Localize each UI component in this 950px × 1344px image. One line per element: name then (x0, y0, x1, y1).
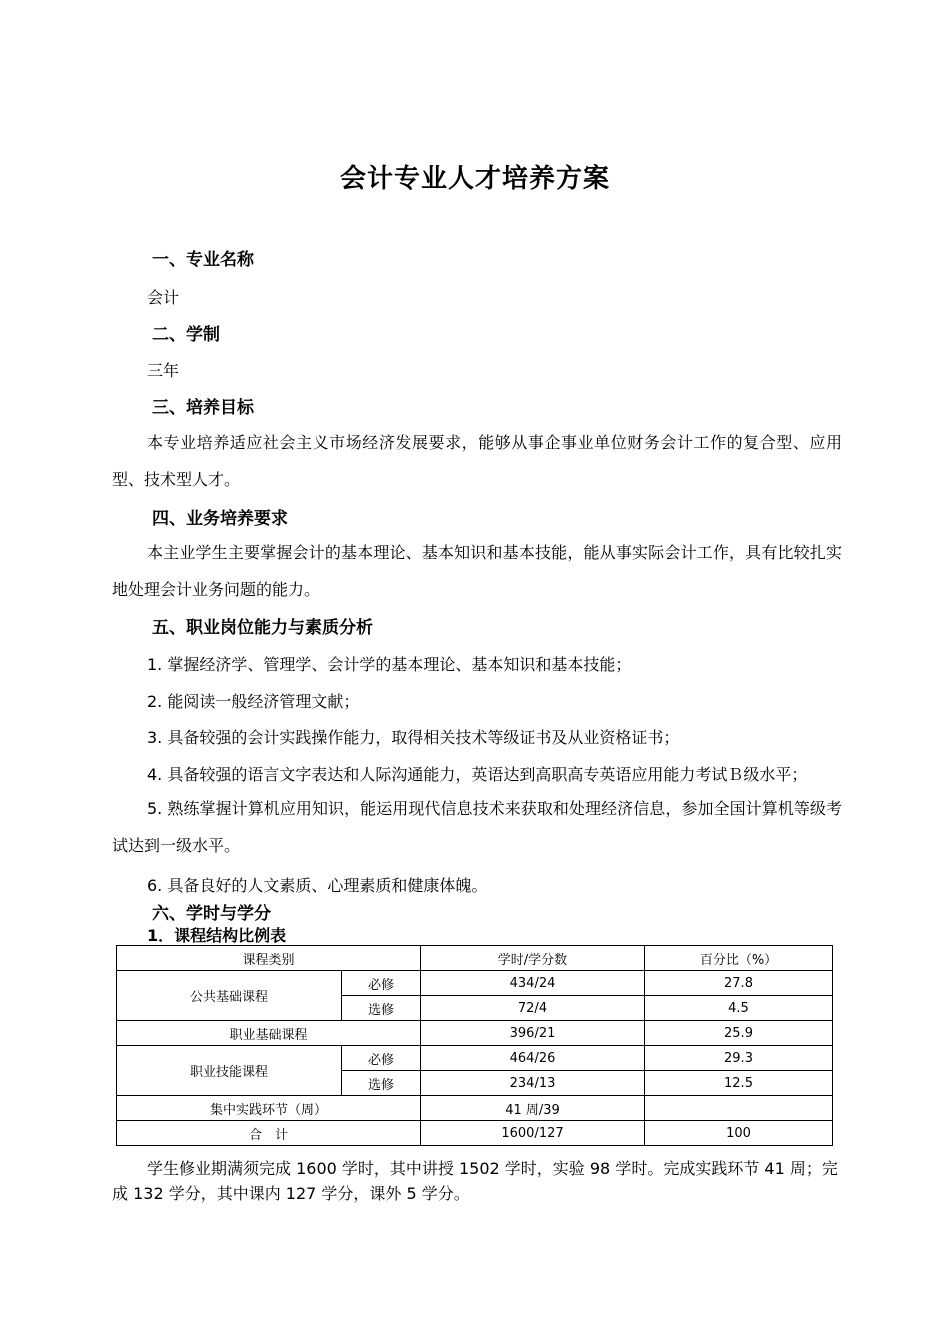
ability-item: 5. 熟练掌握计算机应用知识，能运用现代信息技术来获取和处理经济信息，参加全国计算机等级考试达到一级水平。 (112, 799, 842, 855)
page-title: 会计专业人才培养方案 (339, 164, 610, 194)
header-cell: 课程类别 (117, 946, 421, 971)
subcategory-cell: 选修 (342, 996, 421, 1021)
percent-cell: 4.5 (645, 996, 833, 1021)
percent-cell: 27.8 (645, 971, 833, 996)
hours-cell: 434/24 (421, 971, 645, 996)
table-total-row (117, 1121, 833, 1146)
table-caption: 1．课程结构比例表 (147, 926, 287, 945)
header-cell: 百分比（%） (645, 946, 833, 971)
hours-summary: 学生修业期满须完成 1600 学时，其中讲授 1502 学时，实验 98 学时。完成实践环节 41 周；完成 132 学分，其中课内 127 学分，课外 5 学分。 (112, 1159, 838, 1203)
section-4-content: 本主业学生主要掌握会计的基本理论、基本知识和基本技能，能从事实际会计工作，具有比较扎实地处理会计业务问题的能力。 (112, 543, 842, 599)
subcategory-cell: 必修 (342, 1046, 421, 1071)
section-6-heading: 六、学时与学分 (152, 904, 271, 924)
table-row (117, 1046, 833, 1071)
hours-cell: 234/13 (421, 1071, 645, 1096)
category-cell: 公共基础课程 (117, 971, 342, 1021)
category-cell: 合 计 (117, 1121, 421, 1146)
ability-item: 1. 掌握经济学、管理学、会计学的基本理论、基本知识和基本技能； (147, 655, 632, 674)
section-5-heading: 五、职业岗位能力与素质分析 (152, 618, 373, 638)
hours-cell: 41 周/39 (421, 1096, 645, 1121)
table-header-row (117, 946, 833, 971)
ability-item: 3. 具备较强的会计实践操作能力，取得相关技术等级证书及从业资格证书； (147, 728, 680, 747)
percent-cell: 100 (645, 1121, 833, 1146)
section-4-heading: 四、业务培养要求 (152, 509, 288, 529)
table-row (117, 971, 833, 996)
category-cell: 职业技能课程 (117, 1046, 342, 1096)
table-row (117, 1021, 833, 1046)
ability-item: 6. 具备良好的人文素质、心理素质和健康体魄。 (147, 876, 488, 895)
section-2-content: 三年 (147, 361, 180, 380)
hours-cell: 72/4 (421, 996, 645, 1021)
header-cell: 学时/学分数 (421, 946, 645, 971)
section-1-heading: 一、专业名称 (152, 250, 254, 270)
section-3-content: 本专业培养适应社会主义市场经济发展要求，能够从事企事业单位财务会计工作的复合型、应用型、技术型人才。 (112, 433, 842, 489)
table-row (117, 1096, 833, 1121)
section-3-heading: 三、培养目标 (152, 398, 254, 418)
percent-cell: 25.9 (645, 1021, 833, 1046)
percent-cell: 12.5 (645, 1071, 833, 1096)
course-structure-table (116, 945, 833, 1146)
category-cell: 职业基础课程 (117, 1021, 421, 1046)
hours-cell: 396/21 (421, 1021, 645, 1046)
percent-cell: 29.3 (645, 1046, 833, 1071)
hours-cell: 464/26 (421, 1046, 645, 1071)
ability-item: 4. 具备较强的语言文字表达和人际沟通能力，英语达到高职高专英语应用能力考试Ｂ级水平； (147, 765, 808, 784)
section-1-content: 会计 (147, 288, 180, 307)
percent-cell (645, 1096, 833, 1121)
ability-item: 2. 能阅读一般经济管理文献； (147, 692, 360, 711)
subcategory-cell: 必修 (342, 971, 421, 996)
section-2-heading: 二、学制 (152, 325, 220, 345)
category-cell: 集中实践环节（周） (117, 1096, 421, 1121)
hours-cell: 1600/127 (421, 1121, 645, 1146)
subcategory-cell: 选修 (342, 1071, 421, 1096)
